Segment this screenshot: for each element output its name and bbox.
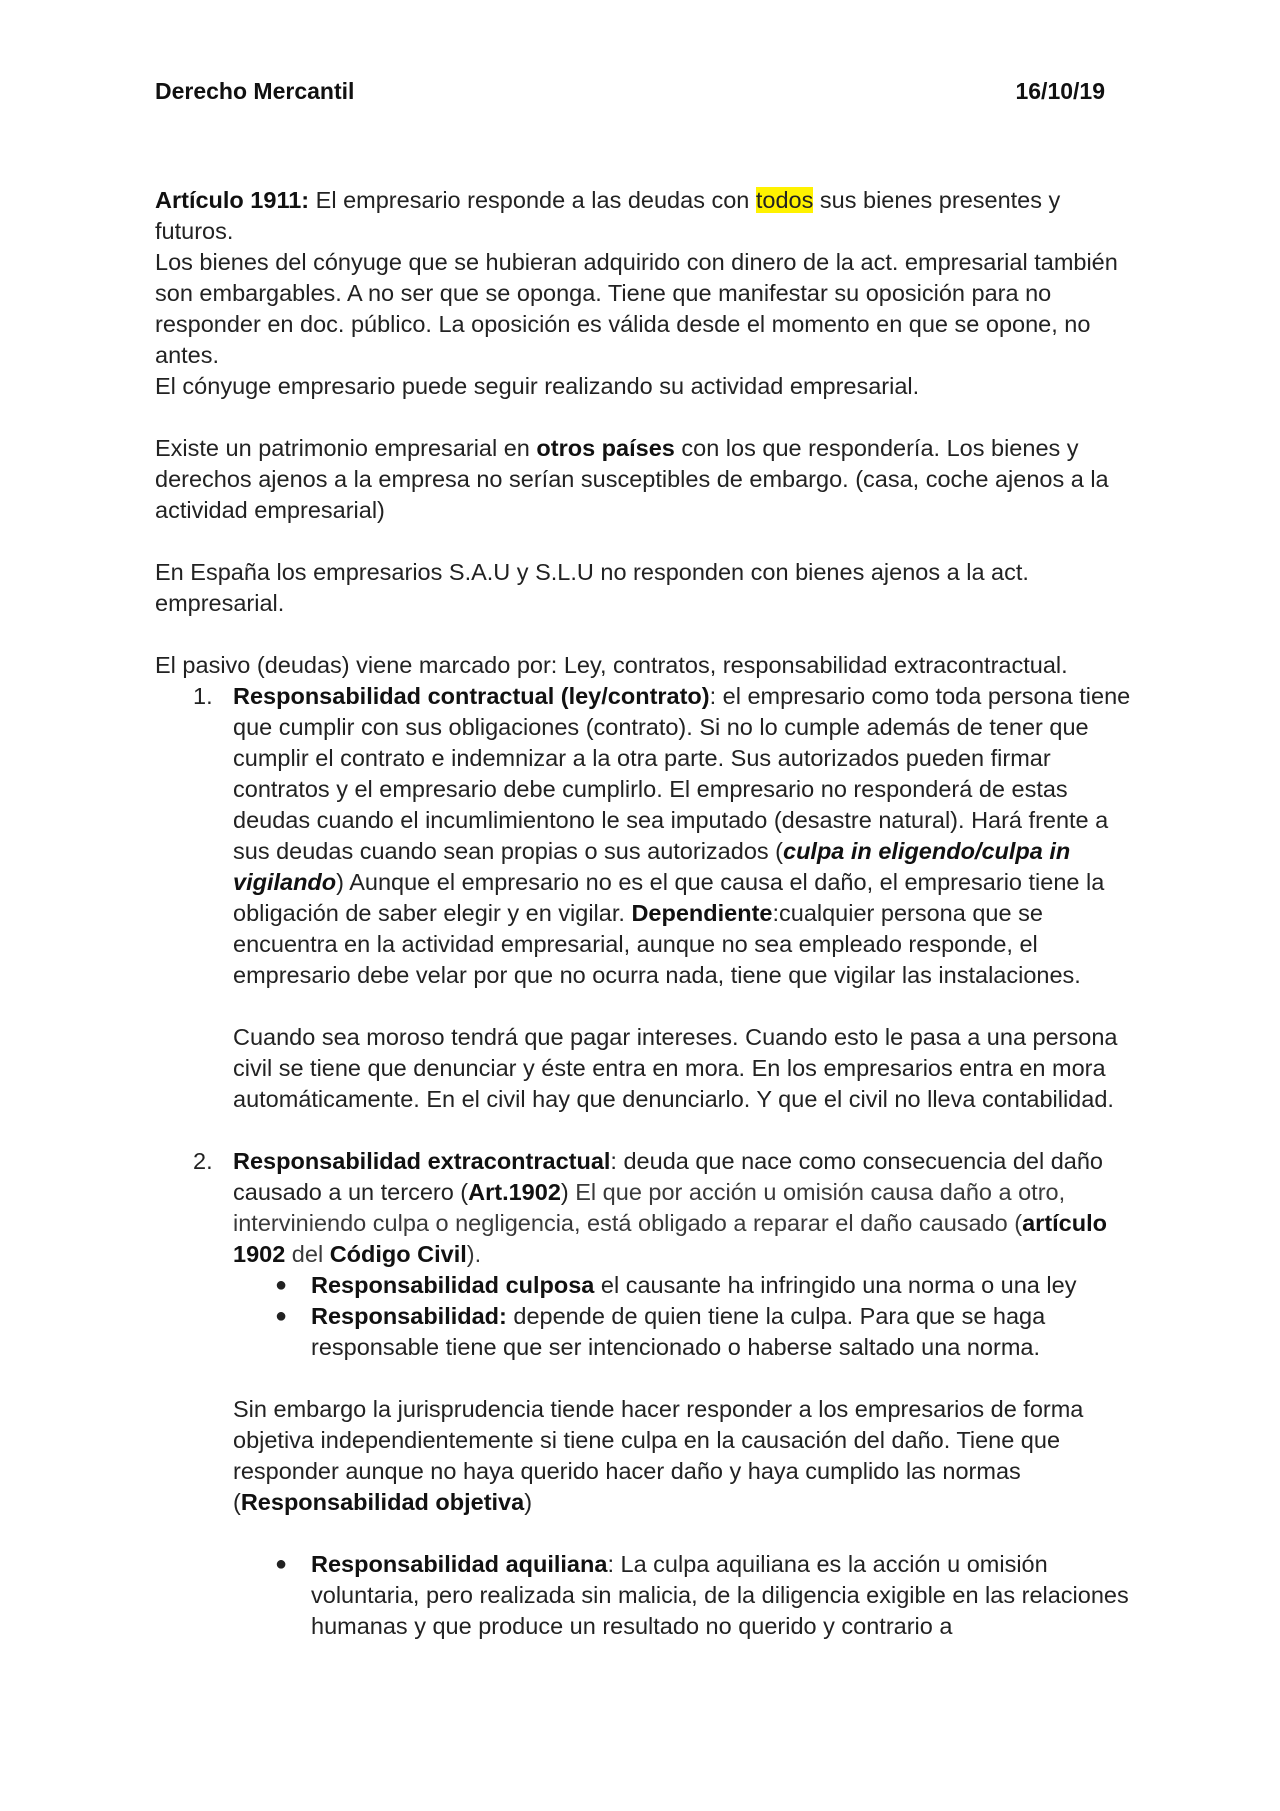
contractual-title: Responsabilidad contractual (ley/contrato): [233, 683, 710, 709]
bullet-dot-icon: ●: [275, 1553, 288, 1575]
articulo-1902-bold: artículo 1902: [233, 1210, 1107, 1267]
paragraph-conyuge-actividad: El cónyuge empresario puede seguir realizando su actividad empresarial.: [155, 373, 920, 399]
responsibility-list: [155, 681, 1140, 1642]
article-label: Artículo 1911:: [155, 187, 310, 213]
text-span: con los que respondería. Los bienes y derechos ajenos a la empresa no serían susceptibles de embargo. (casa, coche ajenos a la actividad empresarial): [155, 435, 1109, 523]
paragraph-conyuge-bienes: Los bienes del cónyuge que se hubieran adquirido con dinero de la act. empresarial también son embargables. A no ser que se oponga. Tiene que manifestar su oposición para no responder en doc. público. La oposición es válida desde el momento en que se opone, no antes.: [155, 249, 1118, 368]
bullet-text: el causante ha infringido una norma o una ley: [594, 1272, 1077, 1298]
text-span: del: [285, 1241, 330, 1267]
bullet-text: : La culpa aquiliana es la acción u omisión voluntaria, pero realizada sin malicia, de la diligencia exigible en las relaciones humanas y que produce un resultado no querido y contrario a: [311, 1551, 1129, 1639]
text-span: : deuda que nace como consecuencia del daño causado a un tercero (: [233, 1148, 1103, 1205]
culpa-in-eligendo: culpa in eligendo/culpa in vigilando: [233, 838, 1071, 895]
document-body: [155, 185, 1140, 1642]
text-span: Existe un patrimonio empresarial en: [155, 435, 537, 461]
bullet-list: [233, 1270, 1140, 1363]
date-label: 16/10/19: [1015, 78, 1105, 104]
contractual-paragraph: [233, 681, 1140, 991]
responsabilidad-objetiva: Responsabilidad objetiva: [240, 1489, 525, 1515]
list-number: 2.: [193, 1148, 213, 1174]
art-1902-ref: Art.1902: [468, 1179, 561, 1205]
page-header: [155, 78, 1105, 105]
bullet-list-aquiliana: [233, 1549, 1140, 1642]
bullet-bold: Responsabilidad:: [311, 1303, 507, 1329]
bullet-item-responsabilidad: [233, 1301, 1140, 1363]
moroso-paragraph: Cuando sea moroso tendrá que pagar intereses. Cuando esto le pasa a una persona civil se tiene que denunciar y éste entra en mora. En los empresarios entra en mora automáticamente. En el civil hay que denunciarlo. Y que el civil no lleva contabilidad.: [233, 1024, 1118, 1112]
text-span: sus bienes presentes y futuros.: [155, 187, 1061, 244]
text-span: ).: [466, 1241, 482, 1267]
bullet-dot-icon: ●: [275, 1305, 288, 1327]
bullet-item-culposa: [233, 1270, 1140, 1301]
bullet-item-aquiliana: [233, 1549, 1140, 1642]
jurisprudencia-paragraph: [233, 1394, 1140, 1518]
extracontractual-paragraph: [233, 1146, 1140, 1270]
highlighted-word: todos: [755, 187, 814, 213]
bullet-dot-icon: ●: [275, 1274, 288, 1296]
bullet-text: depende de quien tiene la culpa. Para que se haga responsable tiene que ser intencionado o haberse saltado una norma.: [311, 1303, 1046, 1360]
codigo-civil-bold: Código Civil: [329, 1241, 467, 1267]
bold-otros-paises: otros países: [536, 435, 675, 461]
paragraph-pasivo: El pasivo (deudas) viene marcado por: Ley, contratos, responsabilidad extracontractual.: [155, 652, 1068, 678]
text-span: :cualquier persona que se encuentra en la actividad empresarial, aunque no sea empleado responde, el empresario debe velar por que no ocurra nada, tiene que vigilar las instalaciones.: [233, 900, 1081, 988]
text-span: El empresario responde a las deudas con: [309, 187, 756, 213]
text-span: ): [524, 1489, 533, 1515]
paragraph-article-1911: [155, 185, 1140, 247]
extracontractual-title: Responsabilidad extracontractual: [233, 1148, 611, 1174]
bullet-bold: Responsabilidad aquiliana: [311, 1551, 608, 1577]
list-item-extracontractual: [155, 1146, 1140, 1642]
dependiente-term: Dependiente: [631, 900, 773, 926]
text-span: Sin embargo la jurisprudencia tiende hacer responder a los empresarios de forma objetiva independientemente si tiene culpa en la causación del daño. Tiene que responder aunque no haya querido hacer daño y haya cumplido las normas (: [233, 1396, 1084, 1515]
text-span: : el empresario como toda persona tiene que cumplir con sus obligaciones (contrato). Si no lo cumple además de tener que cumplir el contrato e indemnizar a la otra parte. Sus autorizados pueden firmar contratos y el empresario debe cumplirlo. El empresario no responderá de estas deudas cuando el incumlimientono le sea imputado (desastre natural). Hará frente a sus deudas cuando sean propias o sus autorizados (: [233, 683, 1131, 864]
course-title: Derecho Mercantil: [155, 78, 355, 104]
article-quote: El que por acción u omisión causa daño a otro, interviniendo culpa o negligencia, está obligado a reparar el daño causado (: [233, 1179, 1066, 1236]
paragraph-espana: En España los empresarios S.A.U y S.L.U no responden con bienes ajenos a la act. empresarial.: [155, 559, 1029, 616]
text-span: ): [560, 1179, 576, 1205]
list-item-contractual: [155, 681, 1140, 1146]
bullet-bold: Responsabilidad culposa: [311, 1272, 595, 1298]
list-number: 1.: [193, 683, 213, 709]
paragraph-patrimonio: [155, 433, 1140, 526]
text-span: ) Aunque el empresario no es el que causa el daño, el empresario tiene la obligación de saber elegir y en vigilar.: [233, 869, 1105, 926]
